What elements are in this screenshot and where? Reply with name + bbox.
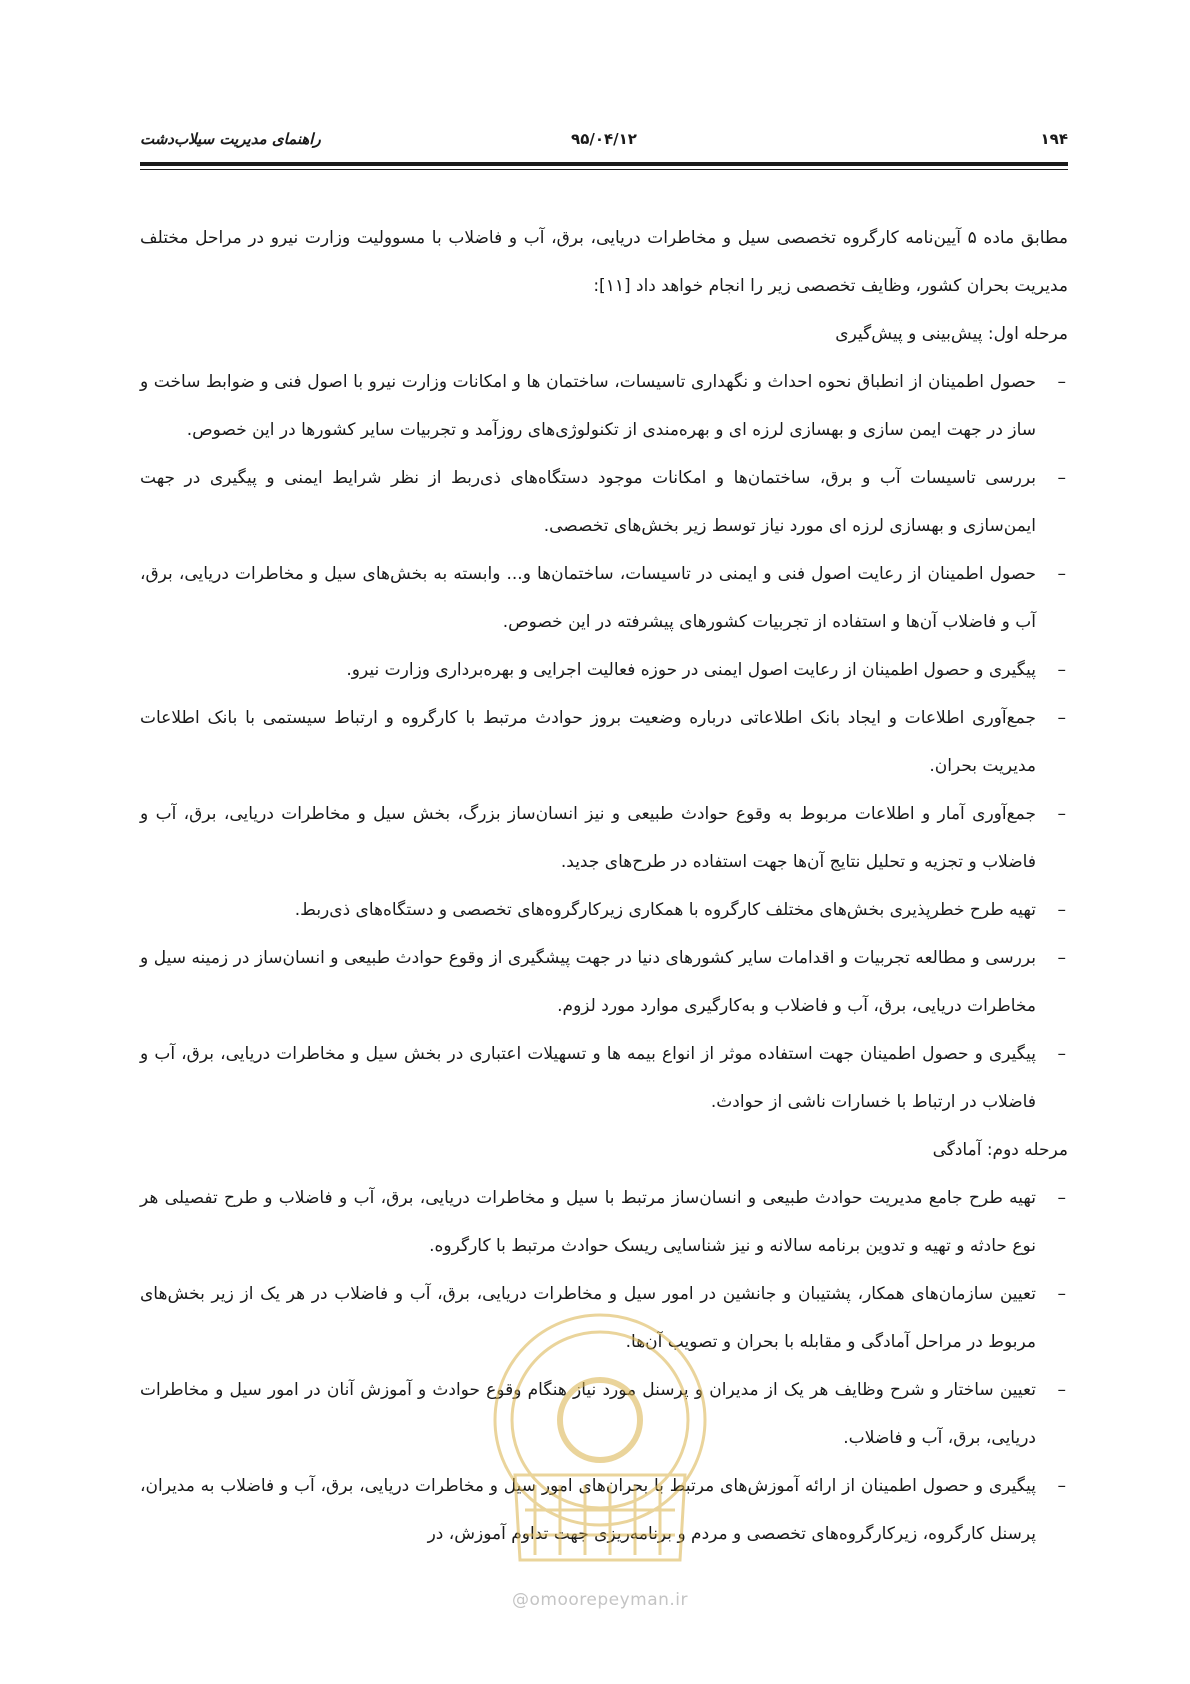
bullet-dash: – [1057,564,1066,584]
bullet-dash: – [1057,804,1066,824]
list-item [140,790,1068,886]
list-item [140,358,1068,454]
body-text [140,214,1068,1558]
page-number: ۱۹۴ [1040,130,1068,148]
stage-1-title: مرحله اول: پیش‌بینی و پیش‌گیری [835,324,1068,344]
list-item [140,1462,1068,1558]
list-item-text: حصول اطمینان از انطباق نحوه احداث و نگهداری تاسیسات، ساختمان ها و امکانات وزارت نیرو با اصول فنی و ضوابط ساخت و ساز در جهت ایمن سازی و بهسازی لرزه ای و بهره‌مندی از تکنولوژی‌های روزآمد و تجربیات سایر کشورها در این خصوص. [140,372,1036,440]
stage-2-title: مرحله دوم: آمادگی [932,1140,1068,1160]
list-item-text: تهیه طرح خطرپذیری بخش‌های مختلف کارگروه با همکاری زیرکارگروه‌های تخصصی و دستگاه‌های ذی‌ربط. [294,900,1036,920]
list-item-text: بررسی تاسیسات آب و برق، ساختمان‌ها و امکانات موجود دستگاه‌های ذی‌ربط از نظر شرایط ایمنی و پیگیری در جهت ایمن‌سازی و بهسازی لرزه ای مورد نیاز توسط زیر بخش‌های تخصصی. [140,468,1036,536]
bullet-dash: – [1057,1380,1066,1400]
list-item-text: تعیین ساختار و شرح وظایف هر یک از مدیران و پرسنل مورد نیاز هنگام وقوع حوادث و آموزش آنان در امور سیل و مخاطرات دریایی، برق، آب و فاضلاب. [140,1380,1036,1448]
stage-1-list [140,358,1068,1126]
list-item-text: حصول اطمینان از رعایت اصول فنی و ایمنی در تاسیسات، ساختمان‌ها و... وابسته به بخش‌های سیل و مخاطرات دریایی، برق، آب و فاضلاب آن‌ها و استفاده از تجربیات کشورهای پیشرفته در این خصوص. [140,564,1036,632]
bullet-dash: – [1057,1188,1066,1208]
list-item [140,886,1068,934]
bullet-dash: – [1057,1044,1066,1064]
list-item [140,1030,1068,1126]
bullet-dash: – [1057,372,1066,392]
list-item [140,1366,1068,1462]
bullet-dash: – [1057,948,1066,968]
bullet-dash: – [1057,1284,1066,1304]
stage-2-list [140,1174,1068,1558]
list-item-text: پیگیری و حصول اطمینان از ارائه آموزش‌های مرتبط با بحران‌های امور سیل و مخاطرات دریایی، برق، آب و فاضلاب به مدیران، پرسنل کارگروه، زیرکارگروه‌های تخصصی و مردم و برنامه‌ریزی جهت تداوم آموزش، در [140,1476,1036,1544]
book-title: راهنمای مدیریت سیلاب‌دشت [140,130,321,148]
header-rule-thin [140,169,1068,170]
list-item-text: بررسی و مطالعه تجربیات و اقدامات سایر کشورهای دنیا در جهت پیشگیری از وقوع حوادث طبیعی و انسان‌ساز در زمینه سیل و مخاطرات دریایی، برق، آب و فاضلاب و به‌کارگیری موارد مورد لزوم. [140,948,1036,1016]
list-item [140,1270,1068,1366]
bullet-dash: – [1057,660,1066,680]
list-item-text: پیگیری و حصول اطمینان جهت استفاده موثر از انواع بیمه ها و تسهیلات اعتباری در بخش سیل و مخاطرات دریایی، برق، آب و فاضلاب در ارتباط با خسارات ناشی از حوادث. [140,1044,1036,1112]
page-header [140,130,1068,156]
bullet-dash: – [1057,900,1066,920]
list-item [140,694,1068,790]
list-item [140,934,1068,1030]
list-item-text: جمع‌آوری آمار و اطلاعات مربوط به وقوع حوادث طبیعی و نیز انسان‌ساز بزرگ، بخش سیل و مخاطرات دریایی، برق، آب و فاضلاب و تجزیه و تحلیل نتایج آن‌ها جهت استفاده در طرح‌های جدید. [140,804,1036,872]
bullet-dash: – [1057,468,1066,488]
list-item [140,454,1068,550]
header-date: ۹۵/۰۴/۱۲ [571,130,637,148]
list-item [140,1174,1068,1270]
bullet-dash: – [1057,708,1066,728]
intro-paragraph: مطابق ماده ۵ آیین‌نامه کارگروه تخصصی سیل و مخاطرات دریایی، برق، آب و فاضلاب با مسوولیت وزارت نیرو در مراحل مختلف مدیریت بحران کشور، وظایف تخصصی زیر را انجام خواهد داد [۱۱]: [140,228,1068,296]
header-rule-thick [140,162,1068,166]
bullet-dash: – [1057,1476,1066,1496]
list-item [140,646,1068,694]
list-item-text: تهیه طرح جامع مدیریت حوادث طبیعی و انسان‌ساز مرتبط با سیل و مخاطرات دریایی، برق، آب و فاضلاب و طرح تفصیلی هر نوع حادثه و تهیه و تدوین برنامه سالانه و نیز شناسایی ریسک حوادث مرتبط با کارگروه. [140,1188,1036,1256]
list-item-text: تعیین سازمان‌های همکار، پشتیبان و جانشین در امور سیل و مخاطرات دریایی، برق، آب و فاضلاب در هر یک از زیر بخش‌های مربوط در مراحل آمادگی و مقابله با بحران و تصویب آن‌ها. [140,1284,1036,1352]
list-item-text: پیگیری و حصول اطمینان از رعایت اصول ایمنی در حوزه فعالیت اجرایی و بهره‌برداری وزارت نیرو. [346,660,1036,680]
list-item [140,550,1068,646]
list-item-text: جمع‌آوری اطلاعات و ایجاد بانک اطلاعاتی درباره وضعیت بروز حوادث مرتبط با کارگروه و ارتباط سیستمی با بانک اطلاعات مدیریت بحران. [140,708,1036,776]
watermark-site: @omoorepeyman.ir [511,1590,689,1610]
